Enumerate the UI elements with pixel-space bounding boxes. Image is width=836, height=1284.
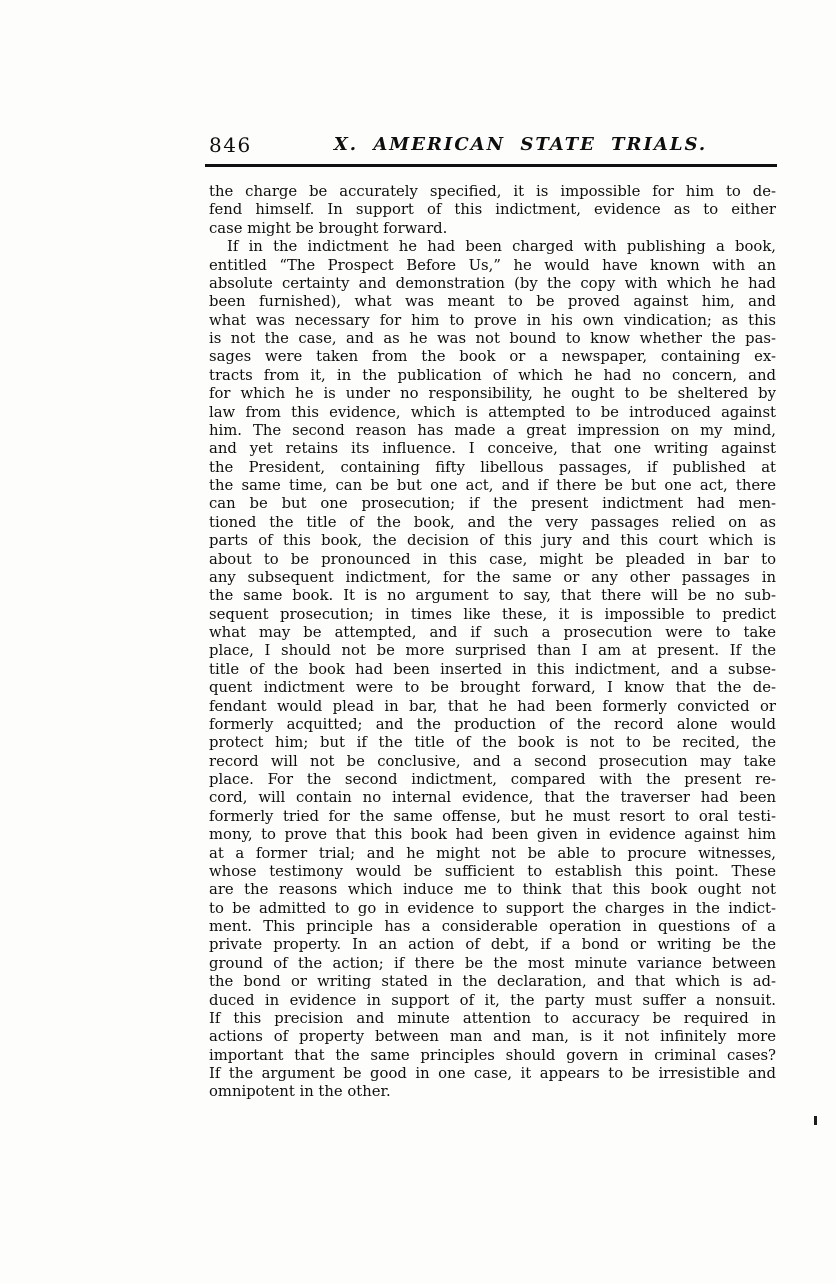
body-line: quent indictment were to be brought forward, I know that the de- (209, 679, 776, 697)
body-line: absolute certainty and demonstration (by the copy with which he had (209, 274, 776, 292)
body-line: title of the book had been inserted in this indictment, and a subse- (209, 660, 776, 678)
body-line: any subsequent indictment, for the same or any other passages in (209, 568, 776, 586)
body-line: place. For the second indictment, compared with the present re- (209, 771, 776, 788)
body-line: case might be brought forward. (209, 219, 448, 237)
body-line: law from this evidence, which is attempted to be introduced against (209, 403, 776, 421)
body-line: about to be pronounced in this case, might be pleaded in bar to (209, 550, 776, 568)
body-line: omnipotent in the other. (209, 1083, 391, 1101)
body-line: been furnished), what was meant to be proved against him, and (209, 293, 776, 311)
body-line: If in the indictment he had been charged with publishing a book, (227, 238, 776, 256)
body-line: ment. This principle has a considerable operation in questions of a (209, 918, 776, 935)
body-line: fend himself. In support of this indictment, evidence as to either (209, 201, 776, 219)
body-line: sequent prosecution; in times like these, it is impossible to predict (209, 605, 776, 623)
scan-artifact-mark (814, 1116, 817, 1125)
body-line: the same book. It is no argument to say, that there will be no sub- (209, 587, 776, 605)
body-line: to be admitted to go in evidence to support the charges in the indict- (209, 899, 776, 917)
body-line: mony, to prove that this book had been given in evidence against him (209, 826, 776, 844)
body-line: cord, will contain no internal evidence, that the traverser had been (209, 789, 776, 807)
body-line: private property. In an action of debt, if a bond or writing be the (209, 936, 776, 954)
body-line: the bond or writing stated in the declaration, and that which is ad- (209, 973, 776, 991)
body-line: what was necessary for him to prove in his own vindication; as this (209, 311, 776, 329)
body-line: tioned the title of the book, and the very passages relied on as (209, 513, 776, 531)
body-line: the same time, can be but one act, and if there be but one act, there (209, 477, 776, 494)
body-line: whose testimony would be sufficient to establish this point. These (209, 862, 776, 880)
body-line: important that the same principles should govern in criminal cases? (209, 1046, 776, 1064)
body-line: If this precision and minute attention to accuracy be required in (209, 1009, 776, 1027)
header-title-wrap (209, 134, 776, 155)
body-line: is not the case, and as he was not bound to know whether the pas- (209, 330, 776, 347)
body-line: what may be attempted, and if such a prosecution were to take (209, 624, 776, 641)
body-line: actions of property between man and man, is it not infinitely more (209, 1028, 776, 1046)
body-line: parts of this book, the decision of this jury and this court which is (209, 532, 776, 550)
body-line: formerly tried for the same offense, but he must resort to oral testi- (209, 807, 776, 825)
body-line: for which he is under no responsibility, he ought to be sheltered by (209, 385, 776, 403)
body-line: the charge be accurately specified, it is impossible for him to de- (209, 183, 776, 200)
body-line: at a former trial; and he might not be able to procure witnesses, (209, 844, 776, 862)
body-line: can be but one prosecution; if the present indictment had men- (209, 495, 776, 513)
body-line: sages were taken from the book or a newspaper, containing ex- (209, 348, 776, 366)
body-line: entitled “The Prospect Before Us,” he would have known with an (209, 256, 776, 274)
body-line: the President, containing fifty libellous passages, if published at (209, 458, 776, 476)
body-line: and yet retains its influence. I conceive, that one writing against (209, 440, 776, 458)
body-text-block (209, 183, 776, 1102)
body-line: him. The second reason has made a great impression on my mind, (209, 421, 776, 439)
body-line: formerly acquitted; and the production of the record alone would (209, 715, 776, 733)
body-line: duced in evidence in support of it, the party must suffer a nonsuit. (209, 991, 776, 1009)
header-rule (205, 164, 777, 167)
body-line: place, I should not be more surprised than I am at present. If the (209, 642, 776, 660)
body-line: ground of the action; if there be the most minute variance between (209, 954, 776, 972)
body-line: record will not be conclusive, and a second prosecution may take (209, 752, 776, 770)
page-number: 846 (209, 133, 252, 157)
body-line: tracts from it, in the publication of which he had no concern, and (209, 366, 776, 384)
body-line: protect him; but if the title of the book is not to be recited, the (209, 734, 776, 752)
body-line: fendant would plead in bar, that he had been formerly convicted or (209, 697, 776, 715)
body-line: are the reasons which induce me to think that this book ought not (209, 881, 776, 899)
header-title: X. AMERICAN STATE TRIALS. (333, 134, 708, 155)
body-line: If the argument be good in one case, it appears to be irresistible and (209, 1065, 776, 1082)
